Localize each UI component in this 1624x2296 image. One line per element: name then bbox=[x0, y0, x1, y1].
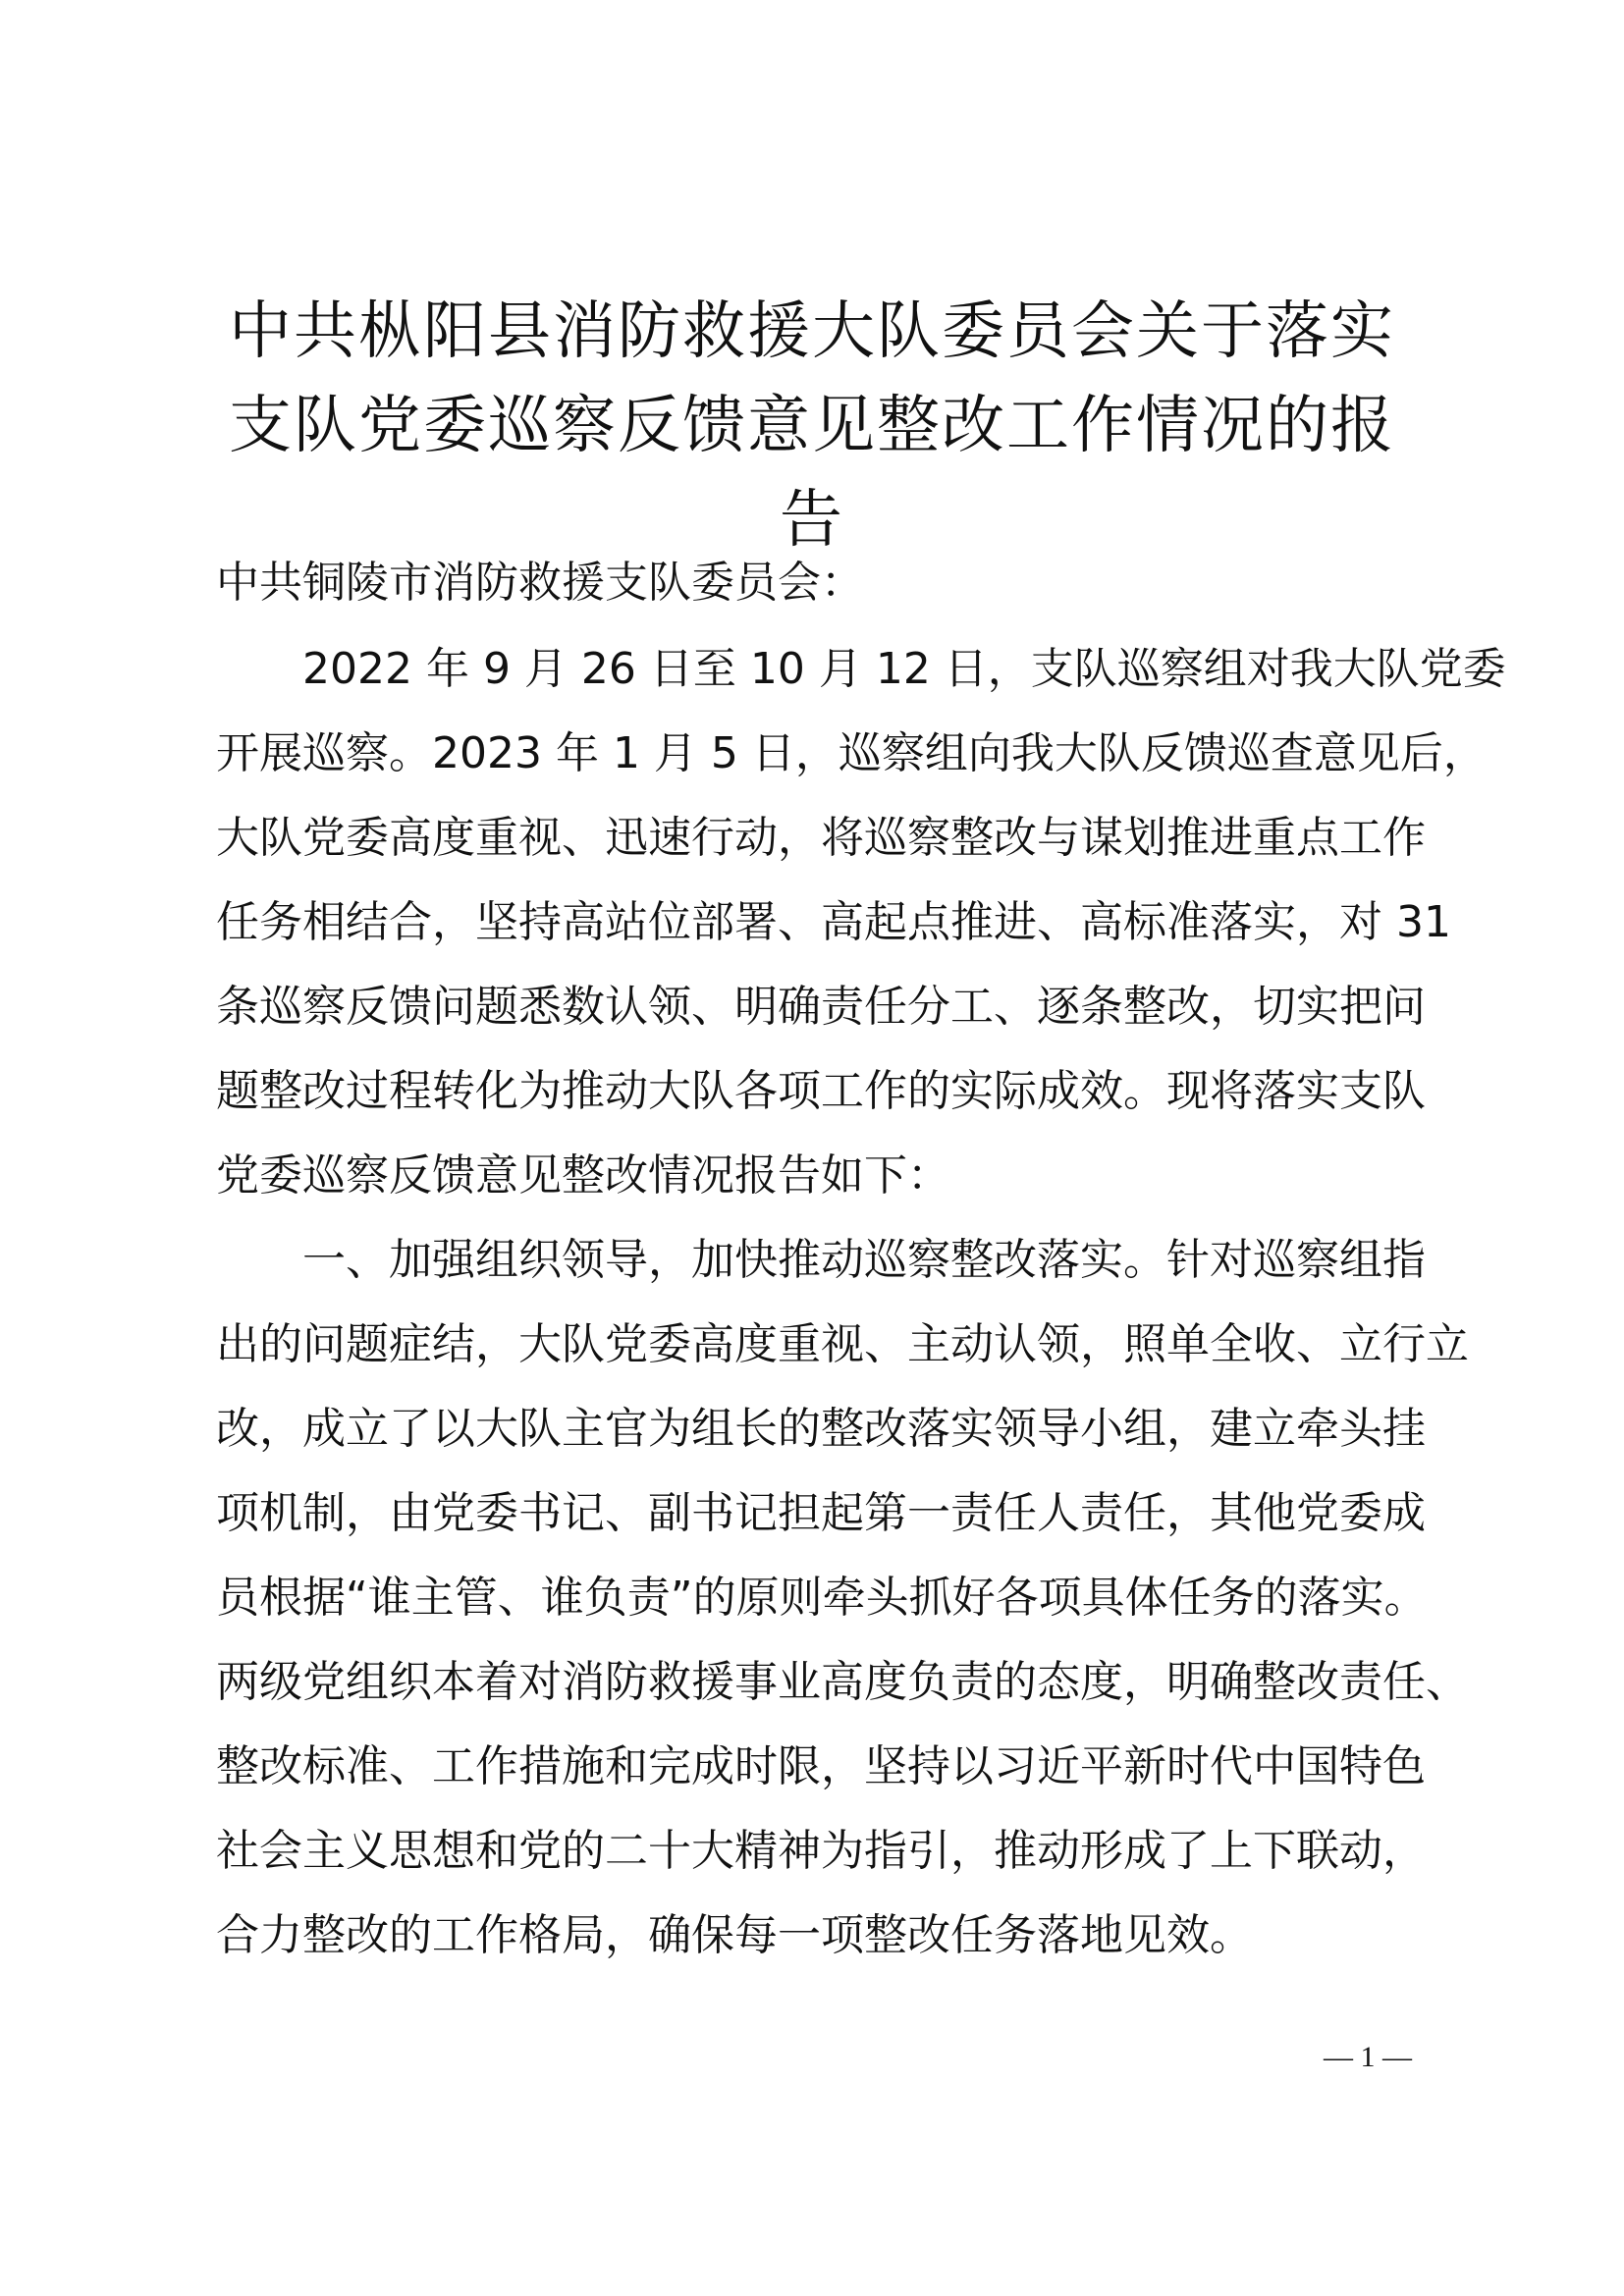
salutation: 中共铜陵市消防救援支队委员会： bbox=[216, 558, 864, 608]
paragraph-line: 大队党委高度重视、迅速行动，将巡察整改与谋划推进重点工作 bbox=[216, 813, 1426, 863]
paragraph-line: 任务相结合，坚持高站位部署、高起点推进、高标准落实，对 31 bbox=[216, 897, 1451, 947]
paragraph-line: 2022 年 9 月 26 日至 10 月 12 日，支队巡察组对我大队党委 bbox=[302, 644, 1506, 694]
paragraph-line: 两级党组织本着对消防救援事业高度负责的态度，明确整改责任、 bbox=[216, 1657, 1469, 1707]
section-heading-line: 一、加强组织领导，加快推动巡察整改落实。针对巡察组指 bbox=[302, 1235, 1426, 1285]
paragraph-line: 条巡察反馈问题悉数认领、明确责任分工、逐条整改，切实把问 bbox=[216, 982, 1426, 1032]
document-title-line-1: 中共枞阳县消防救援大队委员会关于落实 bbox=[229, 295, 1395, 368]
paragraph-line: 改，成立了以大队主官为组长的整改落实领导小组，建立牵头挂 bbox=[216, 1404, 1426, 1454]
page-number: — 1 — bbox=[1324, 2041, 1412, 2073]
paragraph-line: 员根据“谁主管、谁负责”的原则牵头抓好各项具体任务的落实。 bbox=[216, 1573, 1428, 1623]
paragraph-line: 出的问题症结，大队党委高度重视、主动认领，照单全收、立行立 bbox=[216, 1319, 1469, 1369]
paragraph-line: 项机制，由党委书记、副书记担起第一责任人责任，其他党委成 bbox=[216, 1488, 1426, 1538]
paragraph-line: 党委巡察反馈意见整改情况报告如下： bbox=[216, 1150, 950, 1201]
paragraph-line: 开展巡察。2023 年 1 月 5 日，巡察组向我大队反馈巡查意见后， bbox=[216, 728, 1487, 778]
paragraph-line: 整改标准、工作措施和完成时限，坚持以习近平新时代中国特色 bbox=[216, 1741, 1426, 1791]
paragraph-line: 合力整改的工作格局，确保每一项整改任务落地见效。 bbox=[216, 1910, 1253, 1960]
paragraph-line: 题整改过程转化为推动大队各项工作的实际成效。现将落实支队 bbox=[216, 1066, 1426, 1116]
paragraph-line: 社会主义思想和党的二十大精神为指引，推动形成了上下联动， bbox=[216, 1826, 1426, 1876]
document-title-line-2: 支队党委巡察反馈意见整改工作情况的报告 bbox=[229, 390, 1395, 557]
